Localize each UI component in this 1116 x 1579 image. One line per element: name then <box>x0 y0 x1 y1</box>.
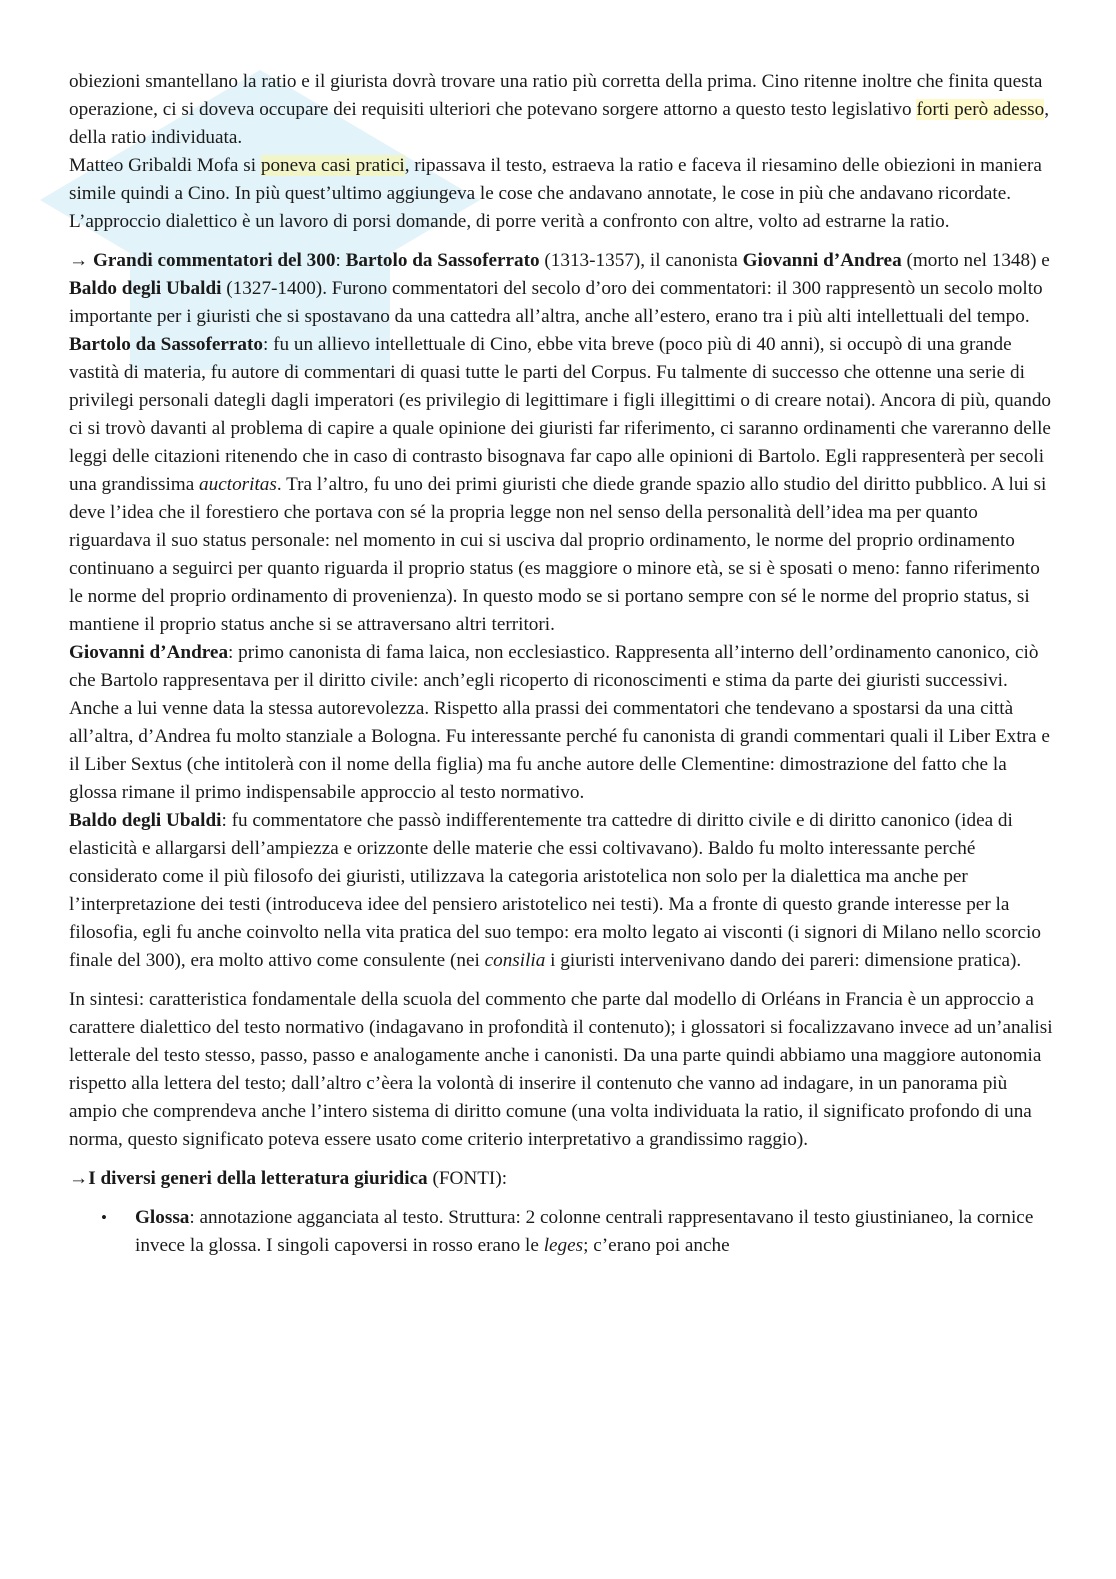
name-baldo: Baldo degli Ubaldi <box>69 278 222 299</box>
paragraph-ratio <box>69 68 1057 152</box>
bullet-list <box>69 1204 1057 1260</box>
highlighted-text: poneva casi pratici <box>260 155 405 176</box>
text: Matteo Gribaldi Mofa si <box>69 155 261 176</box>
arrow-icon: → <box>69 250 89 271</box>
italic-term: auctoritas <box>199 474 277 495</box>
text: ; c’erano poi anche <box>583 1235 730 1256</box>
text: : fu commentatore che passò indifferentemente tra cattedre di diritto civile e di diritto canonico (idea di elasticità e allargarsi dell’ampiezza e orizzonte delle materie che essi coltivavano). Baldo fu molto interessante perché considerato come il più filosofo dei giuristi, utilizzava la categoria aristotelica non solo per la dialettica ma anche per l’interpretazione dei testi (introduceva idee del pensiero aristotelico nei testi). Ma a fronte di questo grande interesse per la filosofia, egli fu anche coinvolto nella vita pratica del suo tempo: era molto legato ai visconti (i signori di Milano nello scorcio finale del 300), era molto attivo come consulente (nei <box>69 810 1041 971</box>
text: , ripassava il testo, estraeva la ratio e faceva il riesamino delle obiezioni in maniera simile quindi a Cino. In più quest’ultimo aggiungeva le cose che andavano annotate, le cose in più che andavano ricordate. <box>69 155 1042 204</box>
name-giovanni: Giovanni d’Andrea <box>742 250 902 271</box>
name-bartolo: Bartolo da Sassoferrato <box>345 250 540 271</box>
text: : <box>335 250 346 271</box>
text: : fu un allievo intellettuale di Cino, ebbe vita breve (poco più di 40 anni), si occupò di una grande vastità di materia, fu autore di commentari di quasi tutte le parti del Corpus. Fu talmente di successo che ottenne una serie di privilegi personali dategli dagli imperatori (es privilegio di legittimare i figli illegittimi o di creare notai). Ancora di più, quando ci si trovò davanti al problema di capire a quale opinione dei giuristi far riferimento, ci saranno ordinamenti che vareranno delle leggi delle citazioni ritenendo che in caso di contrasto bisognava far capo alle opinioni di Bartolo. Egli rappresenterà per secoli una grandissima <box>69 334 1052 495</box>
term-glossa: Glossa <box>135 1207 190 1228</box>
text: (morto nel 1348) e <box>901 250 1050 271</box>
paragraph-giovanni <box>69 639 1057 807</box>
term-baldo: Baldo degli Ubaldi <box>69 810 222 831</box>
paragraph-gribaldi <box>69 152 1057 208</box>
bullet-icon: • <box>101 1208 107 1227</box>
text: , della ratio individuata. <box>69 99 1050 148</box>
section-heading: Grandi commentatori del 300 <box>92 250 336 271</box>
text: (1327-1400). Furono commentatori del secolo d’oro dei commentatori: il 300 rappresentò un secolo molto importante per i giuristi che si spostavano da una cattedra all’altra, anche all’estero, erano tra i più alti intellettuali del tempo. <box>69 278 1043 327</box>
italic-term: consilia <box>484 950 546 971</box>
term-giovanni: Giovanni d’Andrea <box>69 642 229 663</box>
italic-term: leges <box>543 1235 584 1256</box>
document-page <box>69 68 1057 1260</box>
paragraph-sintesi: In sintesi: caratteristica fondamentale della scuola del commento che parte dal modello di Orléans in Francia è un approccio a carattere dialettico del testo normativo (indagavano in profondità il contenuto); i glossatori si focalizzavano invece ad un’analisi letterale del testo stesso, passo, passo e analogamente anche i canonisti. Da una parte quindi abbiamo una maggiore autonomia rispetto alla lettera del testo; dall’altro c’èera la volontà di inserire il contenuto che vanno ad indagare, in un panorama più ampio che comprendeva anche l’intero sistema di diritto comune (una volta individuata la ratio, il significato profondo di una norma, questo significato poteva essere usato come criterio interpretativo a grandissimo raggio). <box>69 989 1053 1150</box>
paragraph-dialectic: L’approccio dialettico è un lavoro di porsi domande, di porre verità a confronto con altre, volto ad estrarne la ratio. <box>69 211 950 232</box>
list-item <box>69 1204 1057 1260</box>
paragraph-bartolo <box>69 331 1057 639</box>
text: (1313-1357), il canonista <box>539 250 743 271</box>
term-bartolo: Bartolo da Sassoferrato <box>69 334 263 355</box>
text: obiezioni smantellano la ratio e il giurista dovrà trovare una ratio più corretta della prima. Cino ritenne inoltre che finita questa operazione, ci si doveva occupare dei requisiti ulteriori che potevano sorgere attorno a questo testo legislativo <box>69 71 1043 120</box>
paragraph-grandi-commentatori <box>69 247 1057 331</box>
paragraph-generi <box>69 1165 1057 1193</box>
text: (FONTI): <box>427 1168 508 1189</box>
paragraph-baldo <box>69 807 1057 975</box>
text: : primo canonista di fama laica, non ecclesiastico. Rappresenta all’interno dell’ordinamento canonico, ciò che Bartolo rappresentava per il diritto civile: anch’egli ricoperto di riconoscimenti e stima da parte dei giuristi successivi. Anche a lui venne data la stessa autorevolezza. Rispetto alla prassi dei commentatori che tendevano a spostarsi da una città all’altra, d’Andrea fu molto stanziale a Bologna. Fu interessante perché fu canonista di grandi commentari quali il Liber Extra e il Liber Sextus (che intitolerà con il nome della figlia) ma fu anche autore delle Clementine: dimostrazione del fatto che la glossa rimane il primo indispensabile approccio al testo normativo. <box>69 642 1050 803</box>
text: i giuristi intervenivano dando dei pareri: dimensione pratica). <box>545 950 1022 971</box>
arrow-icon: → <box>69 1168 89 1189</box>
highlighted-text: forti però adesso <box>916 99 1045 120</box>
text: . Tra l’altro, fu uno dei primi giuristi che diede grande spazio allo studio del diritto pubblico. A lui si deve l’idea che il forestiero che portava con sé la propria legge non nel senso della personalità dell’idea ma per quanto riguardava il suo status personale: nel momento in cui si usciva dal proprio ordinamento, le norme del proprio ordinamento continuano a seguirci per quanto riguarda il proprio status (es maggiore o minore età, se si è sposati o meno: fanno riferimento le norme del proprio ordinamento di provenienza). In questo modo se si portano sempre con sé le norme del proprio status, si mantiene il proprio status anche si se attraversano altri territori. <box>69 474 1047 635</box>
text: : annotazione agganciata al testo. Struttura: 2 colonne centrali rappresentavano il testo giustinianeo, la cornice invece la glossa. I singoli capoversi in rosso erano le <box>135 1207 1034 1256</box>
section-heading: I diversi generi della letteratura giuridica <box>88 1168 428 1189</box>
